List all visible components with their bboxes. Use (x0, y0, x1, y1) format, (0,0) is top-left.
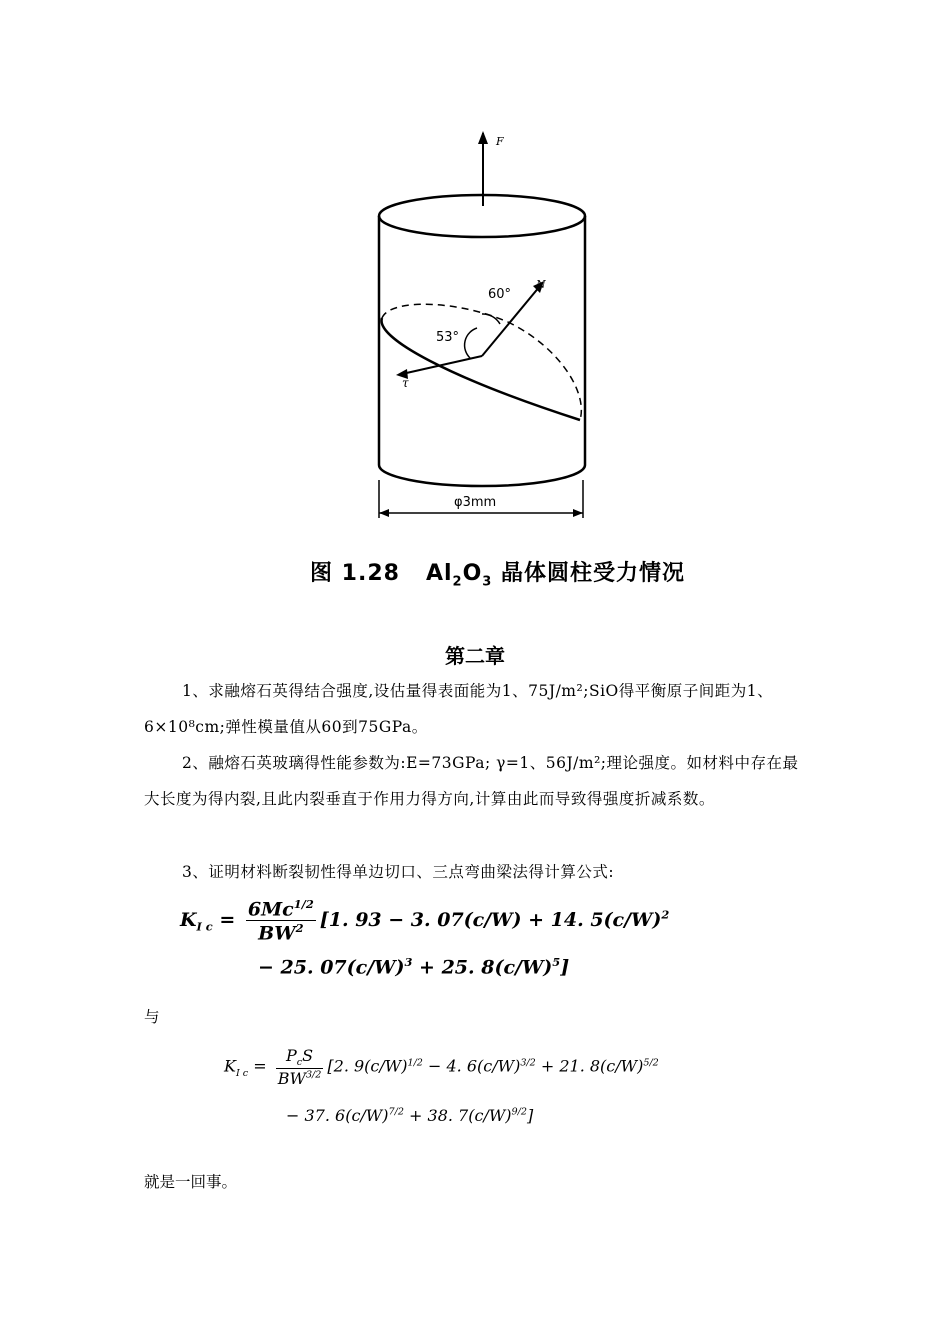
formula-1-line-1 (180, 897, 669, 945)
formula-1-lhs: K (180, 908, 197, 931)
caption-al: Al (425, 561, 453, 586)
formula-2-num-s: S (302, 1046, 314, 1065)
figure-caption (310, 556, 685, 590)
tau-arrow (402, 356, 482, 374)
question-2: 2、融熔石英玻璃得性能参数为:E=73GPa; γ=1、56J/m²;理论强度。如材料中存在最大长度为得内裂,且此内裂垂直于作用力得方向,计算由此而导致得强度折减系数。 (144, 754, 799, 808)
normal-label: N (536, 278, 546, 291)
dimension-arrow-left (379, 509, 389, 517)
formula-2-lhs-sub: I c (235, 1067, 249, 1079)
formula-2-line-1a: [2. 9(c/W) (327, 1056, 408, 1076)
formula-2-num-text: P (286, 1046, 297, 1065)
formula-2-line-2a-sup: 7/2 (388, 1106, 404, 1118)
caption-rest: 晶体圆柱受力情况 (492, 561, 685, 586)
formula-2-line-1c-sup: 5/2 (643, 1057, 659, 1069)
caption-prefix: 图 1.28 (310, 561, 400, 586)
formula-2-num-sub: c (296, 1057, 303, 1069)
formula-2-line-1b-sup: 3/2 (520, 1057, 536, 1069)
formula-1-den-sup: 2 (295, 921, 304, 936)
formula-2-eq: = (248, 1056, 272, 1076)
formula-1-line-2b: + 25. 8(c/W) (412, 956, 553, 979)
inclined-plane-back (382, 304, 581, 420)
cylinder-bottom (379, 465, 585, 486)
formula-2-den-text: BW (277, 1069, 306, 1089)
angle-53-arc (465, 328, 477, 358)
formula-2-line-2a: − 37. 6(c/W) (286, 1106, 389, 1125)
force-label: F (496, 135, 504, 148)
formula-1-bracket-1-sup: 2 (661, 907, 670, 922)
formula-1-eq: = (212, 908, 242, 931)
formula-2-line-2c: ] (526, 1106, 534, 1125)
conclusion-text: 就是一回事。 (144, 1173, 238, 1191)
diameter-label: φ3mm (454, 495, 497, 510)
and-text: 与 (144, 1008, 160, 1026)
question-1: 1、求融熔石英得结合强度,设估量得表面能为1、75J/m²;SiO得平衡原子间距为1、6×10⁸cm;弹性模量值从60到75GPa。 (144, 682, 774, 736)
formula-1-den-text: BW (258, 922, 296, 945)
formula-2-line-1 (224, 1046, 659, 1088)
formula-1-num-text: 6Mc (247, 898, 294, 921)
formula-2-denominator (276, 1069, 324, 1088)
formula-2-fraction (276, 1046, 324, 1088)
caption-o: O (462, 561, 483, 586)
formula-2-line-2b: + 38. 7(c/W) (403, 1106, 512, 1125)
formula-1-line-2b-sup: 5 (552, 955, 561, 969)
caption-sub2: 3 (482, 574, 493, 590)
formula-2-line-2 (286, 1106, 533, 1125)
formula-1-line-2a: − 25. 07(c/W) (258, 956, 405, 979)
formula-1-fraction (246, 897, 316, 945)
caption-sub1: 2 (452, 574, 463, 590)
question-3: 3、证明材料断裂韧性得单边切口、三点弯曲梁法得计算公式: (182, 863, 615, 881)
formula-1-lhs-sub: I c (196, 919, 213, 934)
formula-1-denominator (246, 921, 316, 944)
dimension-arrow-right (573, 509, 583, 517)
formula-2-line-2b-sup: 9/2 (511, 1106, 527, 1118)
formula-2-lhs: K (224, 1056, 236, 1076)
angle-53-label: 53° (436, 330, 460, 345)
formula-2-line-1c: + 21. 8(c/W) (535, 1056, 644, 1076)
formula-1-bracket-1: [1. 93 − 3. 07(c/W) + 14. 5(c/W) (319, 908, 662, 931)
formula-1-num-sup: 1/2 (293, 897, 314, 911)
cylinder-diagram (330, 128, 630, 523)
formula-1-line-2c: ] (560, 956, 570, 979)
chapter-title: 第二章 (445, 644, 505, 668)
formula-2-numerator (276, 1046, 324, 1069)
tau-label: τ (402, 376, 409, 390)
formula-2-line-1b: − 4. 6(c/W) (422, 1056, 521, 1076)
formula-1-numerator (246, 897, 316, 921)
angle-60-label: 60° (488, 287, 512, 302)
formula-2-den-sup: 3/2 (305, 1069, 322, 1081)
formula-2-line-1a-sup: 1/2 (407, 1057, 423, 1069)
inclined-plane-front (382, 318, 580, 420)
angle-60-arc (482, 314, 500, 324)
force-arrowhead (478, 131, 488, 144)
formula-1-line-2 (258, 955, 569, 978)
formula-1-line-2a-sup: 3 (404, 955, 413, 969)
